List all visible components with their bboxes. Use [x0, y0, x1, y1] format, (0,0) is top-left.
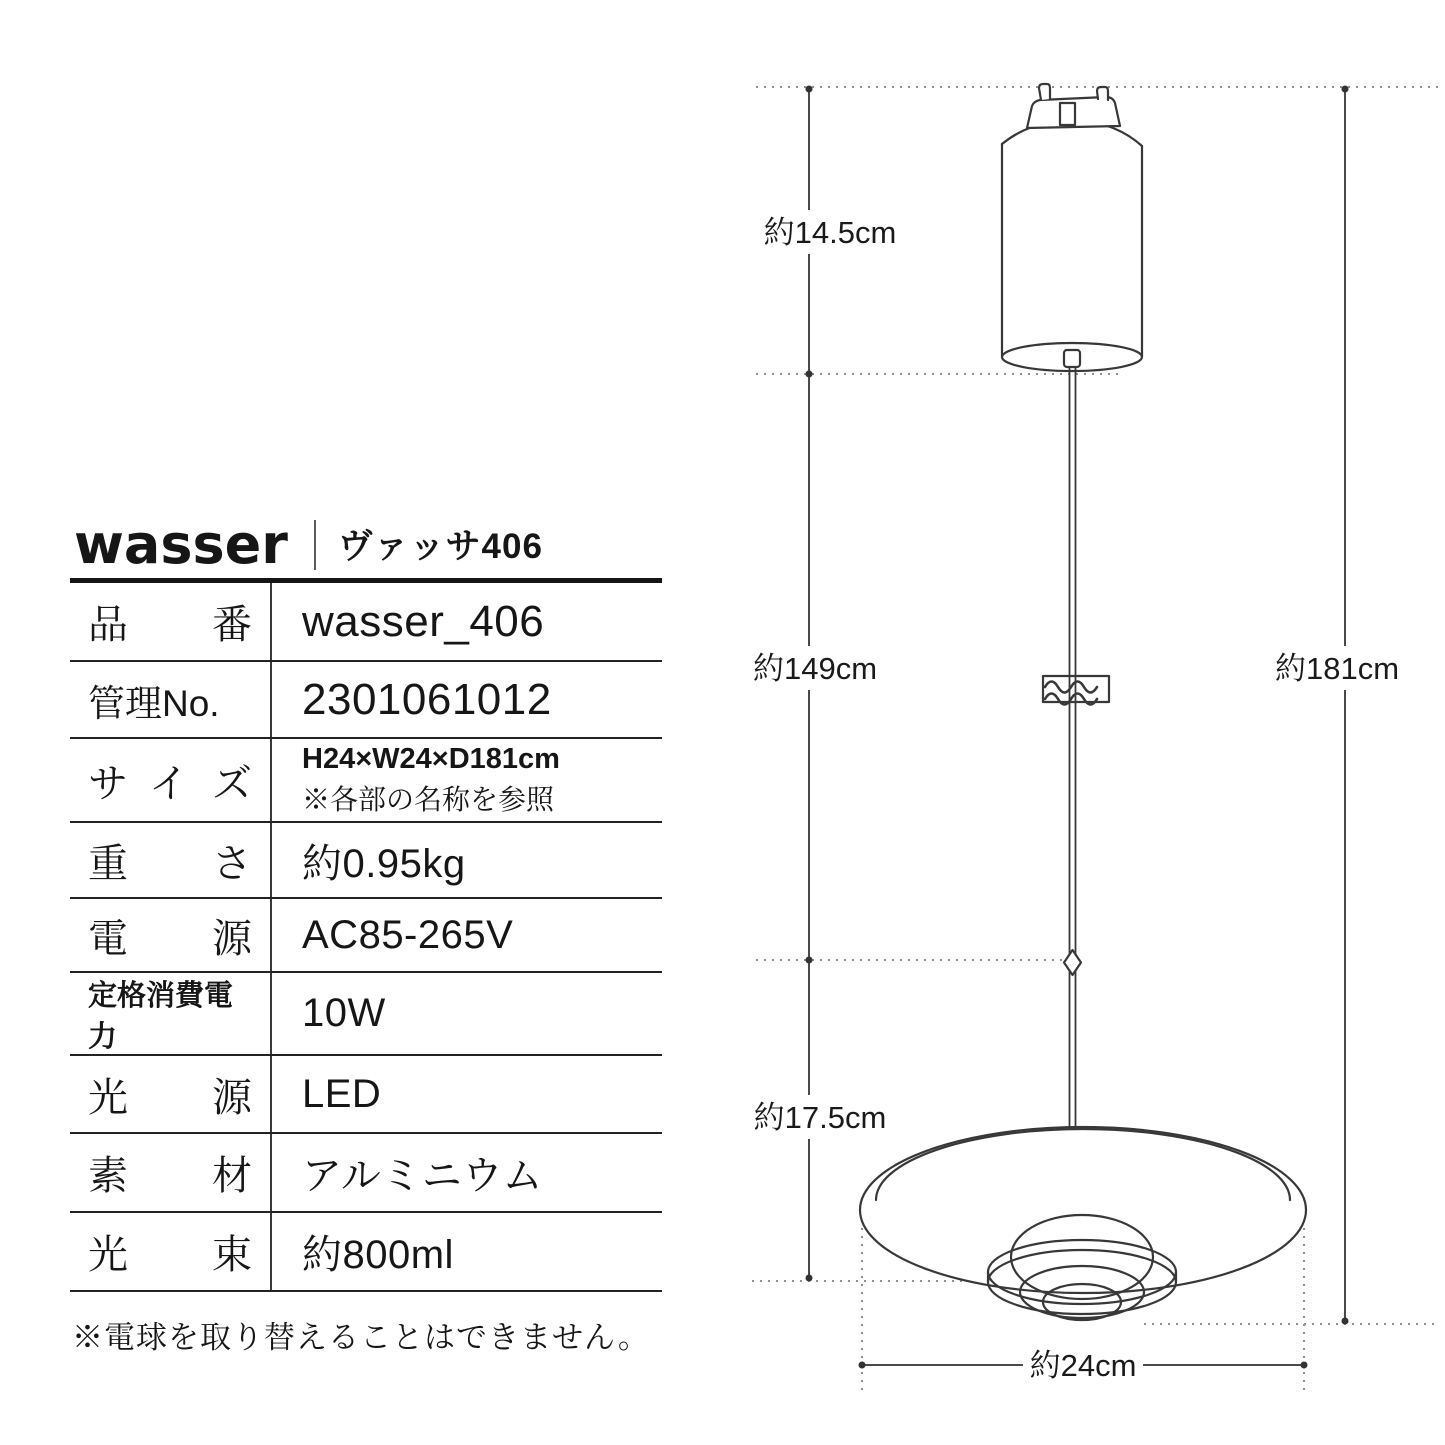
- row-value-text: 2301061012: [302, 674, 552, 724]
- row-label-text: 素材: [88, 1154, 252, 1198]
- row-label-text: サイズ: [88, 761, 252, 806]
- svg-text:約17.5cm: 約17.5cm: [753, 1100, 887, 1135]
- row-value-text: 約0.95kg: [302, 841, 466, 886]
- row-value-text: wasser_406: [302, 596, 545, 646]
- row-value-text: 10W: [302, 991, 386, 1035]
- dim-label-shade-height: [743, 1095, 897, 1139]
- product-name: ヴァッサ406: [337, 527, 543, 566]
- cord-connector: [1064, 950, 1081, 975]
- shade-disc: [860, 1127, 1306, 1293]
- power-cord: [1070, 367, 1076, 1136]
- row-value-text: H24×W24×D181cm: [302, 742, 560, 775]
- lamp-canopy: [1002, 84, 1142, 371]
- svg-text:約181cm: 約181cm: [1274, 651, 1400, 686]
- bulb-replacement-footnote: ※電球を取り替えることはできません。: [72, 1320, 650, 1355]
- svg-text:約14.5cm: 約14.5cm: [763, 215, 897, 250]
- svg-text:約24cm: 約24cm: [1029, 1348, 1137, 1383]
- cord-outlet-nub: [1064, 350, 1080, 367]
- brand-logo: wasser: [74, 513, 288, 576]
- plug-prong-right: [1097, 87, 1108, 100]
- row-label-text: 光束: [88, 1233, 252, 1277]
- row-value-note: ※各部の名称を参照: [302, 783, 555, 815]
- row-label-text: 定格消費電力: [88, 979, 234, 1053]
- svg-text:約149cm: 約149cm: [752, 651, 878, 686]
- row-label-text: 重さ: [88, 841, 252, 886]
- dim-label-canopy-height: [753, 210, 907, 254]
- row-value-text: AC85-265V: [302, 912, 514, 957]
- row-value-text: 約800ml: [302, 1233, 454, 1277]
- dim-label-cord-length: [745, 646, 885, 690]
- dim-label-shade-width: [1023, 1344, 1143, 1386]
- row-value-text: LED: [302, 1071, 382, 1116]
- lamp-shade: [860, 1127, 1306, 1320]
- dim-label-total-height: [1267, 646, 1407, 690]
- ceiling-plug: [1027, 97, 1120, 128]
- plug-prong-left: [1039, 84, 1050, 100]
- row-value-text: アルミニウム: [302, 1154, 543, 1198]
- row-label-text: 光源: [88, 1075, 252, 1120]
- row-label-text: 管理No.: [88, 682, 220, 724]
- row-label-text: 品番: [88, 603, 252, 647]
- row-label-text: 電源: [88, 916, 252, 961]
